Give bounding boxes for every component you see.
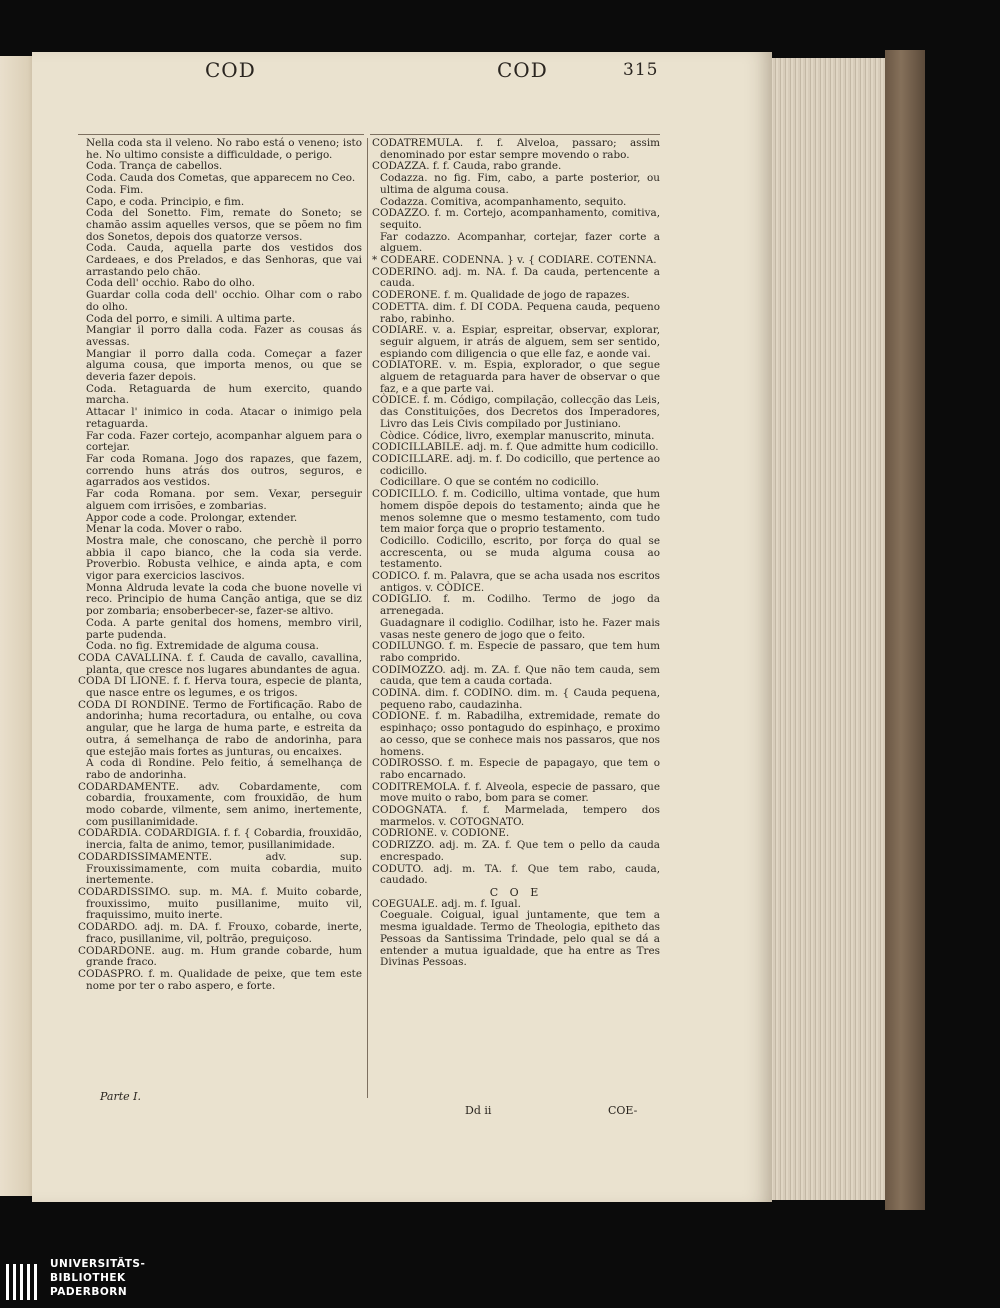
dictionary-entry: Coda. Cauda, aquella parte dos vestidos dos Cardeaes, e dos Prelados, e das Senhoras, que vai arrastando pelo chão. (86, 242, 362, 278)
page-number: 315 (623, 60, 659, 80)
right-column (372, 138, 660, 969)
dictionary-entry: CODIARE. v. a. Espiar, espreitar, observar, explorar, seguir alguem, ir atrás de alguem, sem ser sentido, espiando com diligencia o que elle faz, e aonde vai. (372, 324, 660, 360)
dictionary-entry: A coda di Rondine. Pelo feitio, á semelhança de rabo de andorinha. (86, 757, 362, 781)
footer-part: Parte I. (100, 1090, 141, 1103)
dictionary-entry: CODILUNGO. f. m. Especie de passaro, que tem hum rabo comprido. (372, 640, 660, 664)
dictionary-entry: Codazza. Comitiva, acompanhamento, sequito. (380, 195, 627, 208)
dictionary-entry: Far coda Romana. Jogo dos rapazes, que fazem, correndo huns atrás dos outros, seguros, e agarrados aos vestidos. (86, 452, 362, 489)
dictionary-entry: CODICILLARE. adj. m. f. Do codicillo, que pertence ao codicillo. (372, 452, 660, 477)
dictionary-entry: Coda. A parte genital dos homens, membro viril, parte pudenda. (86, 616, 362, 641)
dictionary-entry: CODOGNATA. f. f. Marmelada, tempero dos marmelos. v. COTOGNATO. (372, 804, 660, 828)
dictionary-entry: Coda del Sonetto. Fim, remate do Soneto; se chamão assim aquelles versos, que se põem no fim dos Sonetos, depois dos quatorze versos. (86, 207, 362, 243)
dictionary-entry: Monna Aldruda levate la coda che buone novelle vi reco. Principio de huma Canção antiga, que se diz por zombaria; ensoberbecer-se, fazer-se altivo. (86, 581, 362, 618)
dictionary-entry: CODITREMOLA. f. f. Alveola, especie de passaro, que move muito o rabo, bom para se comer. (372, 780, 660, 805)
dictionary-entry: CODERONE. f. m. Qualidade de jogo de rapazes. (372, 289, 630, 302)
dictionary-entry: Far coda. Fazer cortejo, acompanhar alguem para o cortejar. (86, 429, 362, 454)
library-line3: PADERBORN (50, 1286, 128, 1298)
library-logo-icon (6, 1264, 40, 1300)
dictionary-entry: CODARDIA. CODARDIGIA. f. f. { Cobardia, frouxidão, inercia, falta de animo, temor, pusillanimidade. (78, 827, 362, 852)
dictionary-entry: CODARDISSIMAMENTE. adv. sup. Frouxissimamente, com muita cobardia, muito inertemente. (78, 850, 362, 887)
dictionary-entry: Mangiar il porro dalla coda. Fazer as cousas ás avessas. (86, 324, 362, 348)
dictionary-entry: Coda. Retaguarda de hum exercito, quando marcha. (86, 382, 362, 407)
dictionary-entry: CODUTO. adj. m. TA. f. Que tem rabo, cauda, caudado. (372, 862, 660, 887)
dictionary-entry: Guardar colla coda dell' occhio. Olhar com o rabo do olho. (86, 289, 362, 313)
dictionary-entry: CODAZZA. f. f. Cauda, rabo grande. (372, 160, 562, 173)
library-line1: UNIVERSITÄTS- (50, 1258, 146, 1270)
header-rule-left (78, 134, 364, 135)
footer-signature: Dd ii (465, 1104, 492, 1117)
dictionary-entry: CODIMOZZO. adj. m. ZA. f. Que não tem cauda, sem cauda, que tem a cauda cortada. (372, 663, 660, 688)
dictionary-entry: COEGUALE. adj. m. f. Igual. (372, 897, 521, 910)
column-divider (367, 138, 368, 1098)
dictionary-entry: CODA CAVALLINA. f. f. Cauda de cavallo, cavallina, planta, que cresce nos lugares abundantes de agua. (78, 651, 362, 676)
dictionary-entry: CODASPRO. f. m. Qualidade de peixe, que tem este nome por ter o rabo aspero, e forte. (78, 967, 362, 992)
dictionary-entry: CÒDICE. f. m. Código, compilação, collecção das Leis, das Constituições, dos Decretos dos Imperadores, Livro das Leis Civis compilado por Justiniano. (372, 394, 660, 430)
dictionary-entry: Far coda Romana. por sem. Vexar, perseguir alguem com irrisões, e zombarias. (86, 488, 362, 512)
footer-catchword: COE- (608, 1104, 638, 1117)
dictionary-entry: Attacar l' inimico in coda. Atacar o inimigo pela retaguarda. (86, 406, 362, 430)
page-edges (768, 58, 888, 1200)
dictionary-entry: Coda. Cauda dos Cometas, que apparecem no Ceo. (86, 172, 356, 185)
dictionary-entry: Appor code a code. Prolongar, extender. (86, 511, 298, 524)
dictionary-entry: Menar la coda. Mover o rabo. (86, 523, 243, 536)
header-left: COD (205, 58, 256, 82)
dictionary-entry: CODICILLABILE. adj. m. f. Que admitte hum codicillo. (372, 441, 659, 454)
dictionary-entry: CODIATORE. v. m. Espia, explorador, o que segue alguem de retaguarda para haver de observar o que faz, e a que parte vai. (372, 359, 660, 395)
dictionary-entry: Coda. Trança de cabellos. (86, 160, 223, 173)
dictionary-entry: Coeguale. Coigual, igual juntamente, que tem a mesma igualdade. Termo de Theologia, epitheto das Pessoas da Santissima Trindade, pelo qual se dá a entender a mutua igualdade, que ha entre as Tres Divinas Pessoas. (380, 909, 660, 969)
dictionary-entry: Codicillo. Codicillo, escrito, por força do qual se accrescenta, ou se muda alguma cousa ao testamento. (380, 534, 660, 571)
dictionary-entry: CODINA. dim. f. CODINO. dim. m. { Cauda pequena, pequeno rabo, caudazinha. (372, 687, 660, 711)
dictionary-entry: CODA DI RONDINE. Termo de Fortificação. Rabo de andorinha; huma recortadura, ou entalhe, ou cova angular, que he larga de huma parte, e estreita da outra, á semelhança de rabo de andorinha, para que estejão mais fortes as junturas, ou encaixes. (78, 698, 362, 758)
section-heading: C O E (489, 886, 543, 899)
dictionary-entry: Far codazzo. Acompanhar, cortejar, fazer corte a alguem. (380, 230, 660, 255)
dictionary-entry: CODARDAMENTE. adv. Cobardamente, com cobardia, frouxamente, com frouxidão, de hum modo cobarde, vilmente, sem animo, inertemente, com pusillanimidade. (78, 780, 362, 828)
dictionary-entry: Coda. Fim. (86, 183, 144, 196)
dictionary-entry: CODICILLO. f. m. Codicillo, ultima vontade, que hum homem dispõe depois do testamento; ainda que he menos solemne que o mesmo testamento, com tudo tem maior força que o proprio testamento. (372, 488, 660, 536)
header-rule-right (370, 134, 660, 135)
dictionary-entry: Mostra male, che conoscano, che perchè il porro abbia il capo bianco, che la coda sia verde. Proverbio. Robusta velhice, e ainda apta, e com vigor para exercicios lascivos. (86, 534, 362, 583)
dictionary-entry: CODARDONE. aug. m. Hum grande cobarde, hum grande fraco. (78, 944, 362, 969)
dictionary-entry: Guadagnare il codiglio. Codilhar, isto he. Fazer mais vasas neste genero de jogo que o feito. (380, 616, 660, 641)
dictionary-entry: CODETTA. dim. f. DI CODA. Pequena cauda, pequeno rabo, rabinho. (372, 300, 660, 325)
dictionary-entry: CODA DI LIONE. f. f. Herva toura, especie de planta, que nasce entre os legumes, e os trigos. (78, 675, 362, 700)
dictionary-entry: CODRIZZO. adj. m. ZA. f. Que tem o pello da cauda encrespado. (372, 839, 660, 863)
dictionary-entry: CODIGLIO. f. m. Codilho. Termo de jogo da arrenegada. (372, 593, 660, 618)
header-right: COD (497, 58, 548, 82)
dictionary-entry: * CODEARE. CODENNA. } v. { CODIARE. COTENNA. (372, 254, 657, 267)
dictionary-entry: CODERINO. adj. m. NA. f. Da cauda, pertencente a cauda. (372, 265, 660, 290)
dictionary-entry: Mangiar il porro dalla coda. Começar a fazer alguma cousa, que importa menos, ou que se deveria fazer depois. (86, 347, 362, 384)
dictionary-entry: Coda dell' occhio. Rabo do olho. (86, 277, 255, 290)
dictionary-entry: Codazza. no fig. Fim, cabo, a parte posterior, ou ultima de alguma cousa. (380, 172, 660, 196)
dictionary-entry: CODIROSSO. f. m. Especie de papagayo, que tem o rabo encarnado. (372, 757, 660, 781)
dictionary-entry: CODIONE. f. m. Rabadilha, extremidade, remate do espinhaço; osso pontagudo do espinhaço, e proximo ao cesso, que se conhece mais nos passaros, que nos homens. (372, 710, 660, 758)
dictionary-entry: Codicillare. O que se contém no codicillo. (380, 476, 599, 489)
dictionary-entry: Còdice. Códice, livro, exemplar manuscrito, minuta. (380, 429, 655, 442)
dictionary-entry: CODATREMULA. f. f. Alveloa, passaro; assim denominado por estar sempre movendo o rabo. (372, 137, 660, 161)
dictionary-entry: CODARDISSIMO. sup. m. MA. f. Muito cobarde, frouxissimo, muito pusillanime, muito vil, fraquissimo, muito inerte. (78, 886, 362, 922)
dictionary-entry: CODRIONE. v. CODIONE. (372, 827, 510, 840)
library-logo (0, 1250, 180, 1308)
left-column (78, 138, 362, 992)
dictionary-entry: Capo, e coda. Principio, e fim. (86, 195, 245, 208)
dictionary-entry: Nella coda sta il veleno. No rabo está o veneno; isto he. No ultimo consiste a difficuldade, o perigo. (86, 137, 362, 161)
dictionary-entry: Coda del porro, e simili. A ultima parte. (86, 312, 296, 325)
dictionary-entry: Coda. no fig. Extremidade de alguma cousa. (86, 640, 319, 653)
library-line2: BIBLIOTHEK (50, 1272, 126, 1284)
dictionary-entry: CODAZZO. f. m. Cortejo, acompanhamento, comitiva, sequito. (372, 207, 660, 231)
dictionary-entry: CODARDO. adj. m. DA. f. Frouxo, cobarde, inerte, fraco, pusillanime, vil, poltrão, preguiçoso. (78, 921, 362, 945)
dictionary-entry: CODICO. f. m. Palavra, que se acha usada nos escritos antigos. v. CÒDICE. (372, 570, 660, 594)
book-cover (885, 50, 925, 1210)
